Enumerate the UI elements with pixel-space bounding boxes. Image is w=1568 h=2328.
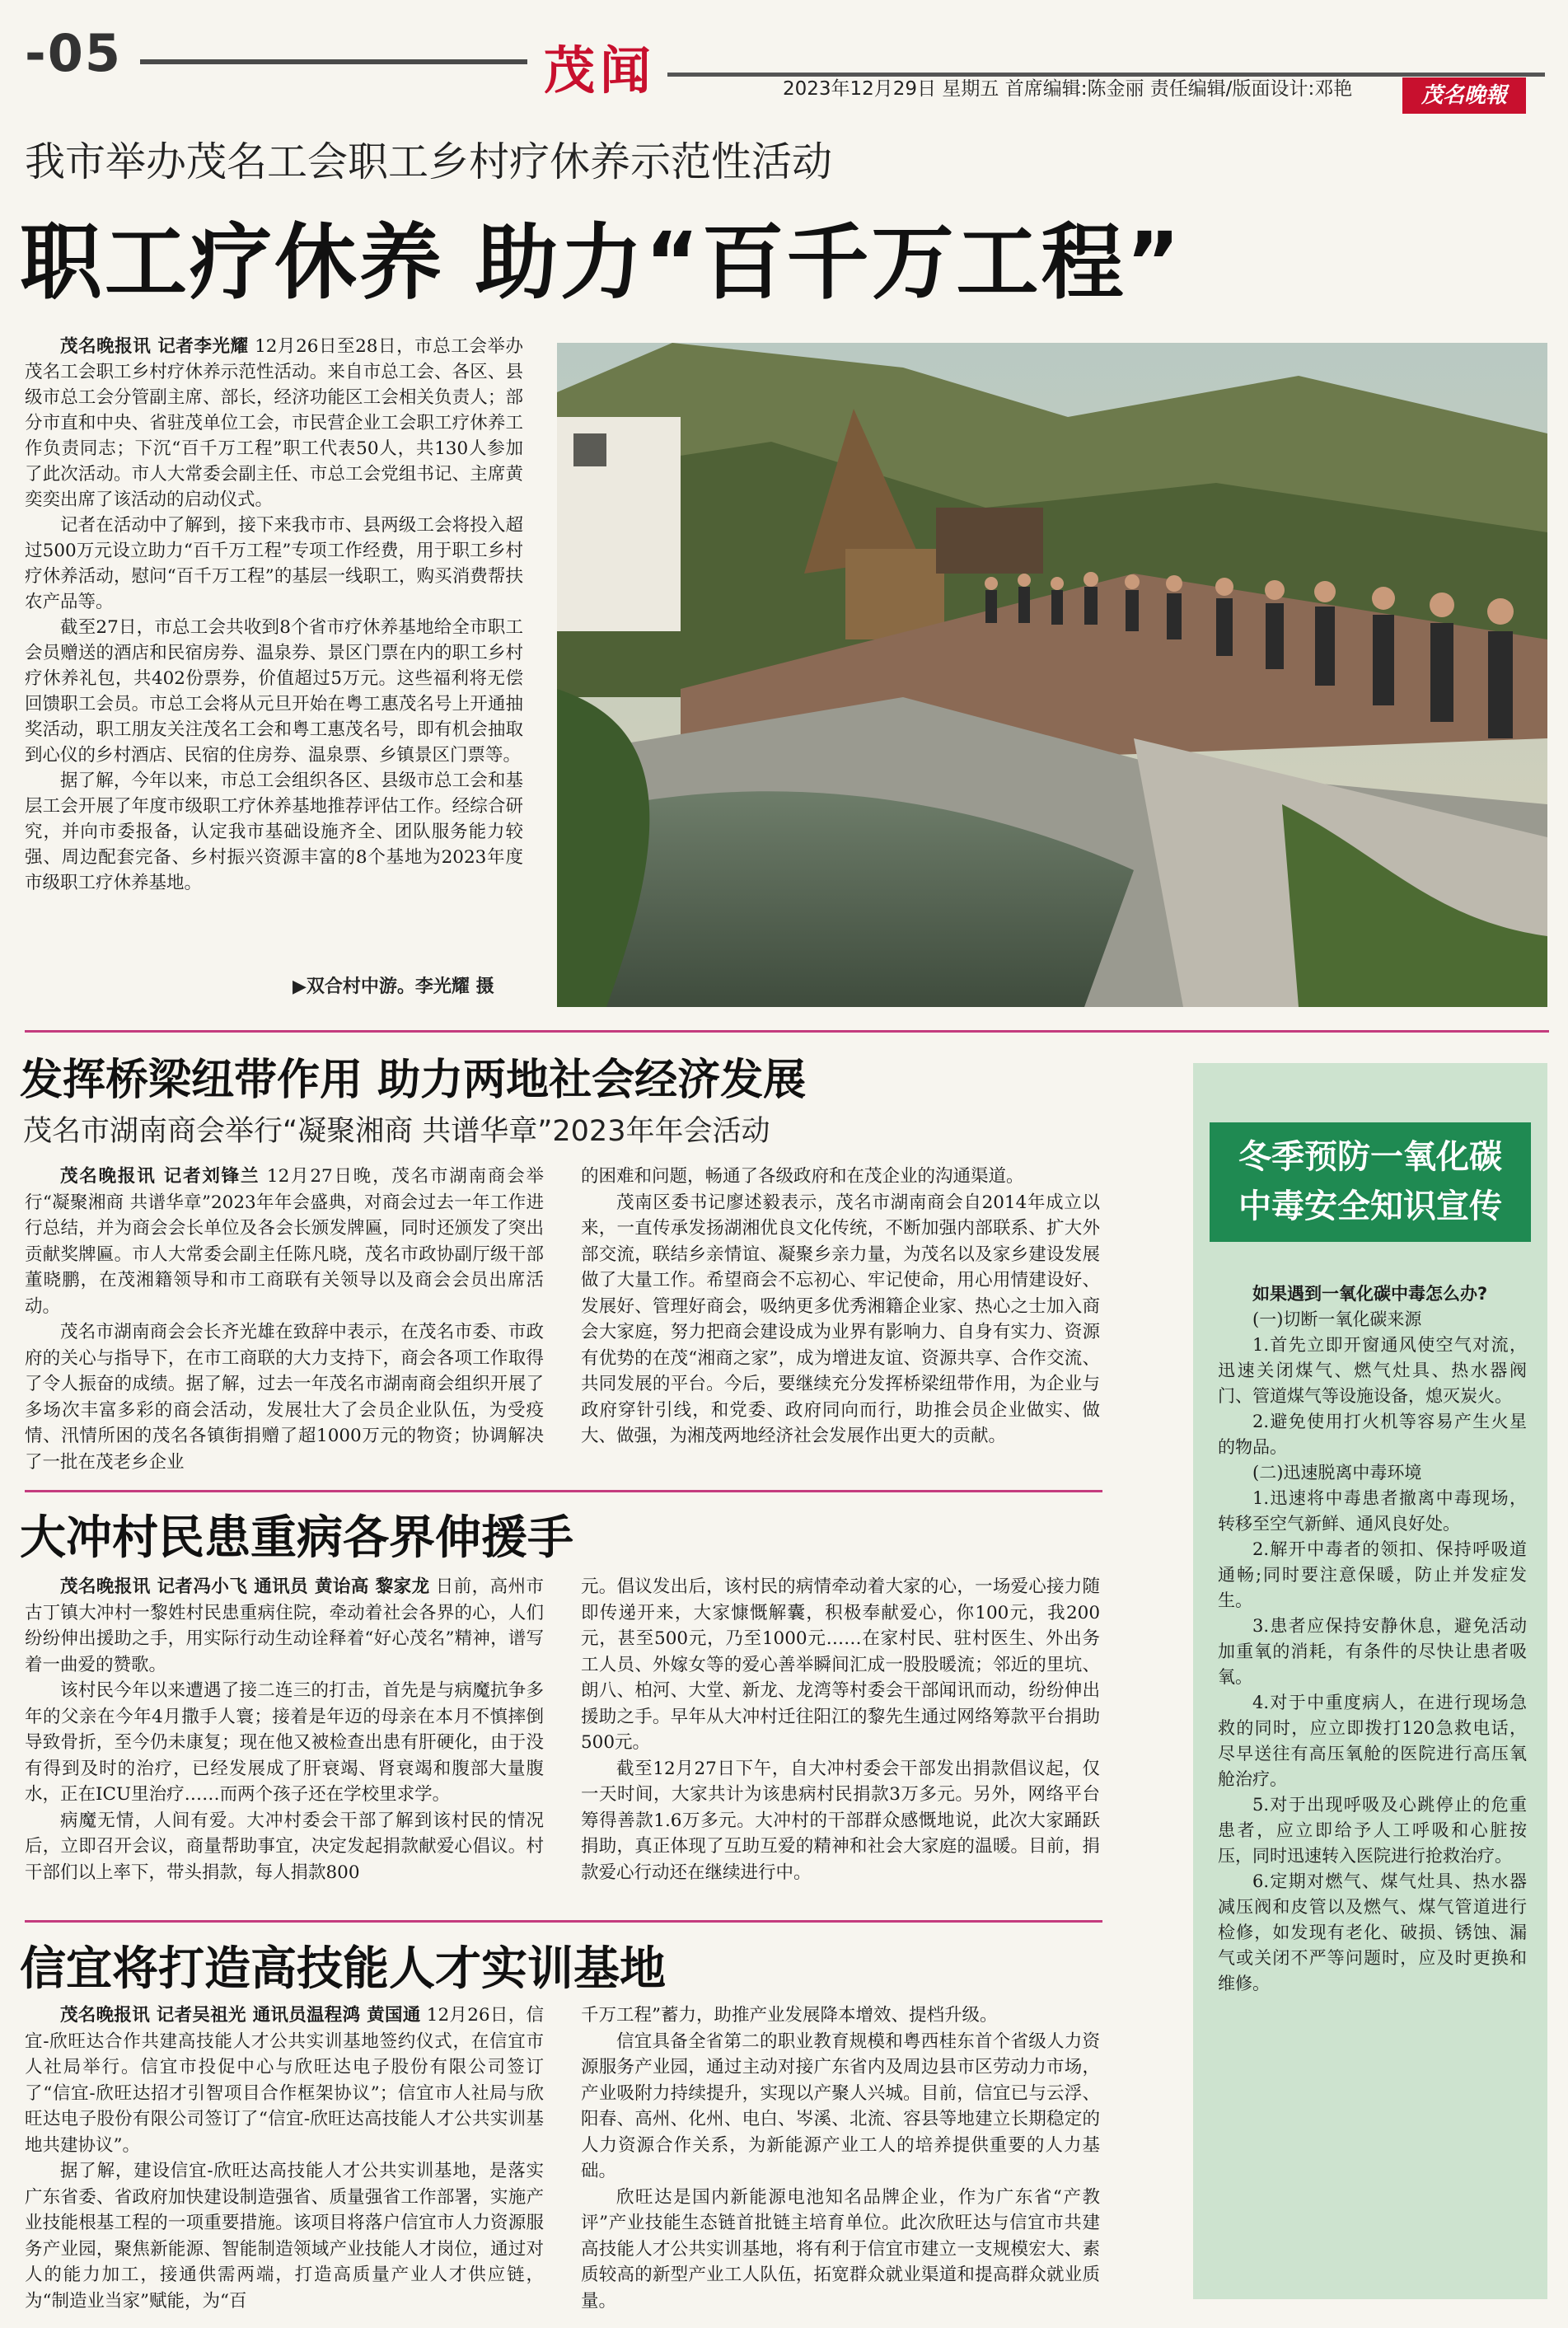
article3-byline: 茂名晚报讯 记者冯小飞 通讯员 黄诒高 黎家龙	[60, 1576, 430, 1597]
article2-paragraph: 茂名市湖南商会会长齐光雄在致辞中表示，在茂名市委、市政府的关心与指导下，在市工商联的大力支持下，商会各项工作取得了令人振奋的成绩。据了解，过去一年茂名市湖南商会组织开展了多场次丰富多彩的商会活动，发展壮大了会员企业队伍，为受疫情、汛情所困的茂名各镇街捐赠了超1000万元的物资；协调解决了一批在茂老乡企业	[25, 1322, 544, 1473]
article4-paragraph: 信宜具备全省第二的职业教育规模和粤西桂东首个省级人力资源服务产业园，通过主动对接广东省内及周边县市区劳动力市场，产业吸附力持续提升，实现以产聚人兴城。目前，信宜已与云浮、阳春、高州、化州、电白、岑溪、北流、容县等地建立长期稳定的人力资源合作关系，为新能源产业工人的培养提供重要的人力基础。	[581, 2031, 1100, 2181]
section-divider	[25, 1030, 1549, 1033]
article3-paragraph: 元。倡议发出后，该村民的病情牵动着大家的心，一场爱心接力随即传递开来，大家慷慨解囊，积极奉献爱心，你100元，我200元，甚至500元，乃至1000元……在家村民、驻村医生、外出务工人员、外嫁女等的爱心善举瞬间汇成一股股暖流；邻近的里坑、朗八、柏河、大堂、新龙、龙湾等村委会干部闻讯而动，纷纷伸出援助之手。早年从大冲村迁往阳江的黎先生通过网络筹款平台捐助500元。	[581, 1576, 1100, 1753]
article2-paragraph: 茂名晚报讯 记者刘锋兰 12月27日晚，茂名市湖南商会举行“凝聚湘商 共谱华章”2023年年会盛典，对商会过去一年工作进行总结，并为商会会长单位及各会长颁发牌匾，同时还颁发了突出贡献奖牌匾。市人大常委会副主任陈凡晓，茂名市政协副厅级干部董晓鹏，在茂湘籍领导和市工商联有关领导以及商会会员出席活动。	[25, 1166, 544, 1317]
article3-paragraph: 截至12月27日下午，自大冲村委会干部发出捐款倡议起，仅一天时间，大家共计为该患病村民捐款3万多元。另外，网络平台筹得善款1.6万多元。大冲村的干部群众感慨地说，此次大家踊跃捐助，真正体现了互助互爱的精神和社会大家庭的温暖。目前，捐款爱心行动还在继续进行中。	[581, 1758, 1100, 1883]
section-divider	[25, 1920, 1102, 1923]
lead-paragraph: 截至27日，市总工会共收到8个省市疗休养基地给全市职工会员赠送的酒店和民宿房券、温泉券、景区门票在内的职工乡村疗休养礼包，共402份票券，价值超过5万元。这些福利将无偿回馈职工会员。市总工会将从元旦开始在粤工惠茂名号上开通抽奖活动，职工朋友关注茂名工会和粤工惠茂名号，即有机会抽取到心仪的乡村酒店、民宿的住房券、温泉票、乡镇景区门票等。	[25, 617, 523, 766]
sidebar-item: (二)迅速脱离中毒环境	[1252, 1463, 1422, 1483]
newspaper-logo: 茂名晚報	[1402, 77, 1526, 114]
article4-column-1	[25, 2002, 544, 2314]
article4-paragraph: 茂名晚报讯 记者吴祖光 通讯员温程鸿 黄国通 12月26日，信宜-欣旺达合作共建高技能人才公共实训基地签约仪式，在信宜市人社局举行。信宜市投促中心与欣旺达电子股份有限公司签订了“信宜-欣旺达招才引智项目合作框架协议”；信宜市人社局与欣旺达电子股份有限公司签订了“信宜-欣旺达高技能人才公共实训基地共建协议”。	[25, 2005, 544, 2156]
photo-caption: ▶双合村中游。李光耀 摄	[293, 977, 494, 997]
article4-title: 信宜将打造高技能人才实训基地	[20, 1942, 666, 1996]
article2-subtitle: 茂名市湖南商会举行“凝聚湘商 共谱华章”2023年年会活动	[23, 1115, 770, 1148]
article4-paragraph: 据了解，建设信宜-欣旺达高技能人才公共实训基地，是落实广东省委、省政府加快建设制造强省、质量强省工作部署，实施产业技能根基工程的一项重要措施。该项目将落户信宜市人力资源服务产业园，聚焦新能源、智能制造领域产业技能人才岗位，通过对人的能力加工，接通供需两端，打造高质量产业人才供应链，为“制造业当家”赋能，为“百	[25, 2161, 544, 2312]
sidebar-question: 如果遇到一氧化碳中毒怎么办?	[1252, 1284, 1488, 1304]
article2-paragraph: 的困难和问题，畅通了各级政府和在茂企业的沟通渠道。	[581, 1166, 1024, 1187]
article4-byline: 茂名晚报讯 记者吴祖光 通讯员温程鸿 黄国通	[60, 2005, 421, 2026]
sidebar-item: 1.迅速将中毒患者撤离中毒现场，转移至空气新鲜、通风良好处。	[1218, 1488, 1527, 1534]
sidebar-body	[1218, 1281, 1527, 1997]
village-photo-illustration	[557, 343, 1547, 1007]
sidebar-item: (一)切断一氧化碳来源	[1252, 1309, 1422, 1329]
lead-byline: 茂名晚报讯 记者李光耀	[60, 336, 249, 357]
article2-column-1	[25, 1164, 544, 1475]
section-name: 茂闻	[544, 40, 657, 101]
article3-title: 大冲村民患重病各界伸援手	[20, 1511, 573, 1565]
article3-paragraph: 茂名晚报讯 记者冯小飞 通讯员 黄诒高 黎家龙 日前，高州市古丁镇大冲村一黎姓村民患重病住院，牵动着社会各界的心，人们纷纷伸出援助之手，用实际行动生动诠释着“好心茂名”精神，谱写着一曲爱的赞歌。	[25, 1576, 544, 1675]
article3-column-2	[581, 1574, 1100, 1885]
article4-paragraph: 千万工程”蓄力，助推产业发展降本增效、提档升级。	[581, 2005, 998, 2026]
sidebar-title-line: 冬季预防一氧化碳	[1238, 1138, 1502, 1176]
issue-meta: 2023年12月29日 星期五 首席编辑:陈金丽 责任编辑/版面设计:邓艳	[783, 78, 1353, 100]
page-number: -05	[25, 23, 123, 83]
sidebar-item: 2.解开中毒者的领扣、保持呼吸道通畅;同时要注意保暖，防止并发症发生。	[1218, 1539, 1527, 1610]
sidebar-item: 5.对于出现呼吸及心跳停止的危重患者，应立即给予人工呼吸和心脏按压，同时迅速转入医院进行抢救治疗。	[1218, 1795, 1527, 1866]
lead-photo	[557, 343, 1547, 1007]
article3-paragraph: 该村民今年以来遭遇了接二连三的打击，首先是与病魔抗争多年的父亲在今年4月撒手人寰；接着是年迈的母亲在本月不慎摔倒导致骨折，至今仍未康复；现在他又被检查出患有肝硬化，由于没有得到及时的治疗，已经发展成了肝衰竭、肾衰竭和腹部大量腹水，正在ICU里治疗……而两个孩子还在学校里求学。	[25, 1680, 544, 1805]
sidebar-title-line: 中毒安全知识宣传	[1238, 1187, 1502, 1225]
lead-headline: 职工疗休养 助力“百千万工程”	[20, 214, 1183, 311]
section-divider	[25, 1490, 1102, 1492]
article2-title: 发挥桥梁纽带作用 助力两地社会经济发展	[20, 1056, 807, 1105]
sidebar-item: 6.定期对燃气、煤气灶具、热水器减压阀和皮管以及燃气、煤气管道进行检修，如发现有老化、破损、锈蚀、漏气或关闭不严等问题时，应及时更换和维修。	[1218, 1871, 1527, 1993]
lead-body	[25, 334, 523, 896]
sidebar-item: 1.首先立即开窗通风使空气对流，迅速关闭煤气、燃气灶具、热水器阀门、管道煤气等设施设备，熄灭炭火。	[1218, 1335, 1527, 1406]
article2-paragraph: 茂南区委书记廖述毅表示，茂名市湖南商会自2014年成立以来，一直传承发扬湖湘优良文化传统，不断加强内部联系、扩大外部交流，联结乡亲情谊、凝聚乡亲力量，为茂名以及家乡建设发展做了大量工作。希望商会不忘初心、牢记使命，用心用情建设好、发展好、管理好商会，吸纳更多优秀湘籍企业家、热心之士加入商会大家庭，努力把商会建设成为业界有影响力、自身有实力、资源有优势的在茂“湘商之家”，成为增进友谊、资源共享、合作交流、共同发展的平台。今后，要继续充分发挥桥梁纽带作用，为企业与政府穿针引线，和党委、政府同向而行，助推会员企业做实、做大、做强，为湘茂两地经济社会发展作出更大的贡献。	[581, 1192, 1100, 1446]
article4-column-2	[581, 2002, 1100, 2314]
header-rule-left	[140, 59, 527, 64]
lead-paragraph: 据了解，今年以来，市总工会组织各区、县级市总工会和基层工会开展了年度市级职工疗休养基地推荐评估工作。经综合研究，并向市委报备，认定我市基础设施齐全、团队服务能力较强、周边配套完备、乡村振兴资源丰富的8个基地为2023年度市级职工疗休养基地。	[25, 771, 523, 893]
lead-kicker: 我市举办茂名工会职工乡村疗休养示范性活动	[25, 138, 833, 185]
sidebar-item: 3.患者应保持安静休息，避免活动加重氧的消耗，有条件的尽快让患者吸氧。	[1218, 1616, 1527, 1687]
lead-paragraph: 茂名晚报讯 记者李光耀 12月26日至28日，市总工会举办茂名工会职工乡村疗休养示范性活动。来自市总工会、各区、县级市总工会分管副主席、部长，经济功能区工会相关负责人；部分市直和中央、省驻茂单位工会，市民营企业工会职工疗休养工作负责同志；下沉“百千万工程”职工代表50人，共130人参加了此次活动。市人大常委会副主任、市总工会党组书记、主席黄奕奕出席了该活动的启动仪式。	[25, 336, 523, 510]
page-header	[25, 23, 1549, 108]
article4-paragraph: 欣旺达是国内新能源电池知名品牌企业，作为广东省“产教评”产业技能生态链首批链主培育单位。此次欣旺达与信宜市共建高技能人才公共实训基地，将有利于信宜市建立一支规模宏大、素质较高的新型产业工人队伍，拓宽群众就业渠道和提高群众就业质量。	[581, 2186, 1100, 2312]
article2-byline: 茂名晚报讯 记者刘锋兰	[60, 1166, 260, 1187]
sidebar-item: 2.避免使用打火机等容易产生火星的物品。	[1218, 1412, 1527, 1457]
sidebar-item: 4.对于中重度病人，在进行现场急救的同时，应立即拨打120急救电话，尽早送往有高压氧舱的医院进行高压氧舱治疗。	[1218, 1693, 1527, 1789]
lead-paragraph: 记者在活动中了解到，接下来我市市、县两级工会将投入超过500万元设立助力“百千万工程”专项工作经费，用于职工乡村疗休养活动，慰问“百千万工程”的基层一线职工，购买消费帮扶农产品等。	[25, 515, 523, 612]
article3-paragraph: 病魔无情，人间有爱。大冲村委会干部了解到该村民的情况后，立即召开会议，商量帮助事宜，决定发起捐款献爱心倡议。村干部们以上率下，带头捐款，每人捐款800	[25, 1810, 544, 1883]
sidebar-title	[1210, 1122, 1531, 1242]
article2-column-2	[581, 1164, 1100, 1450]
article3-column-1	[25, 1574, 544, 1885]
